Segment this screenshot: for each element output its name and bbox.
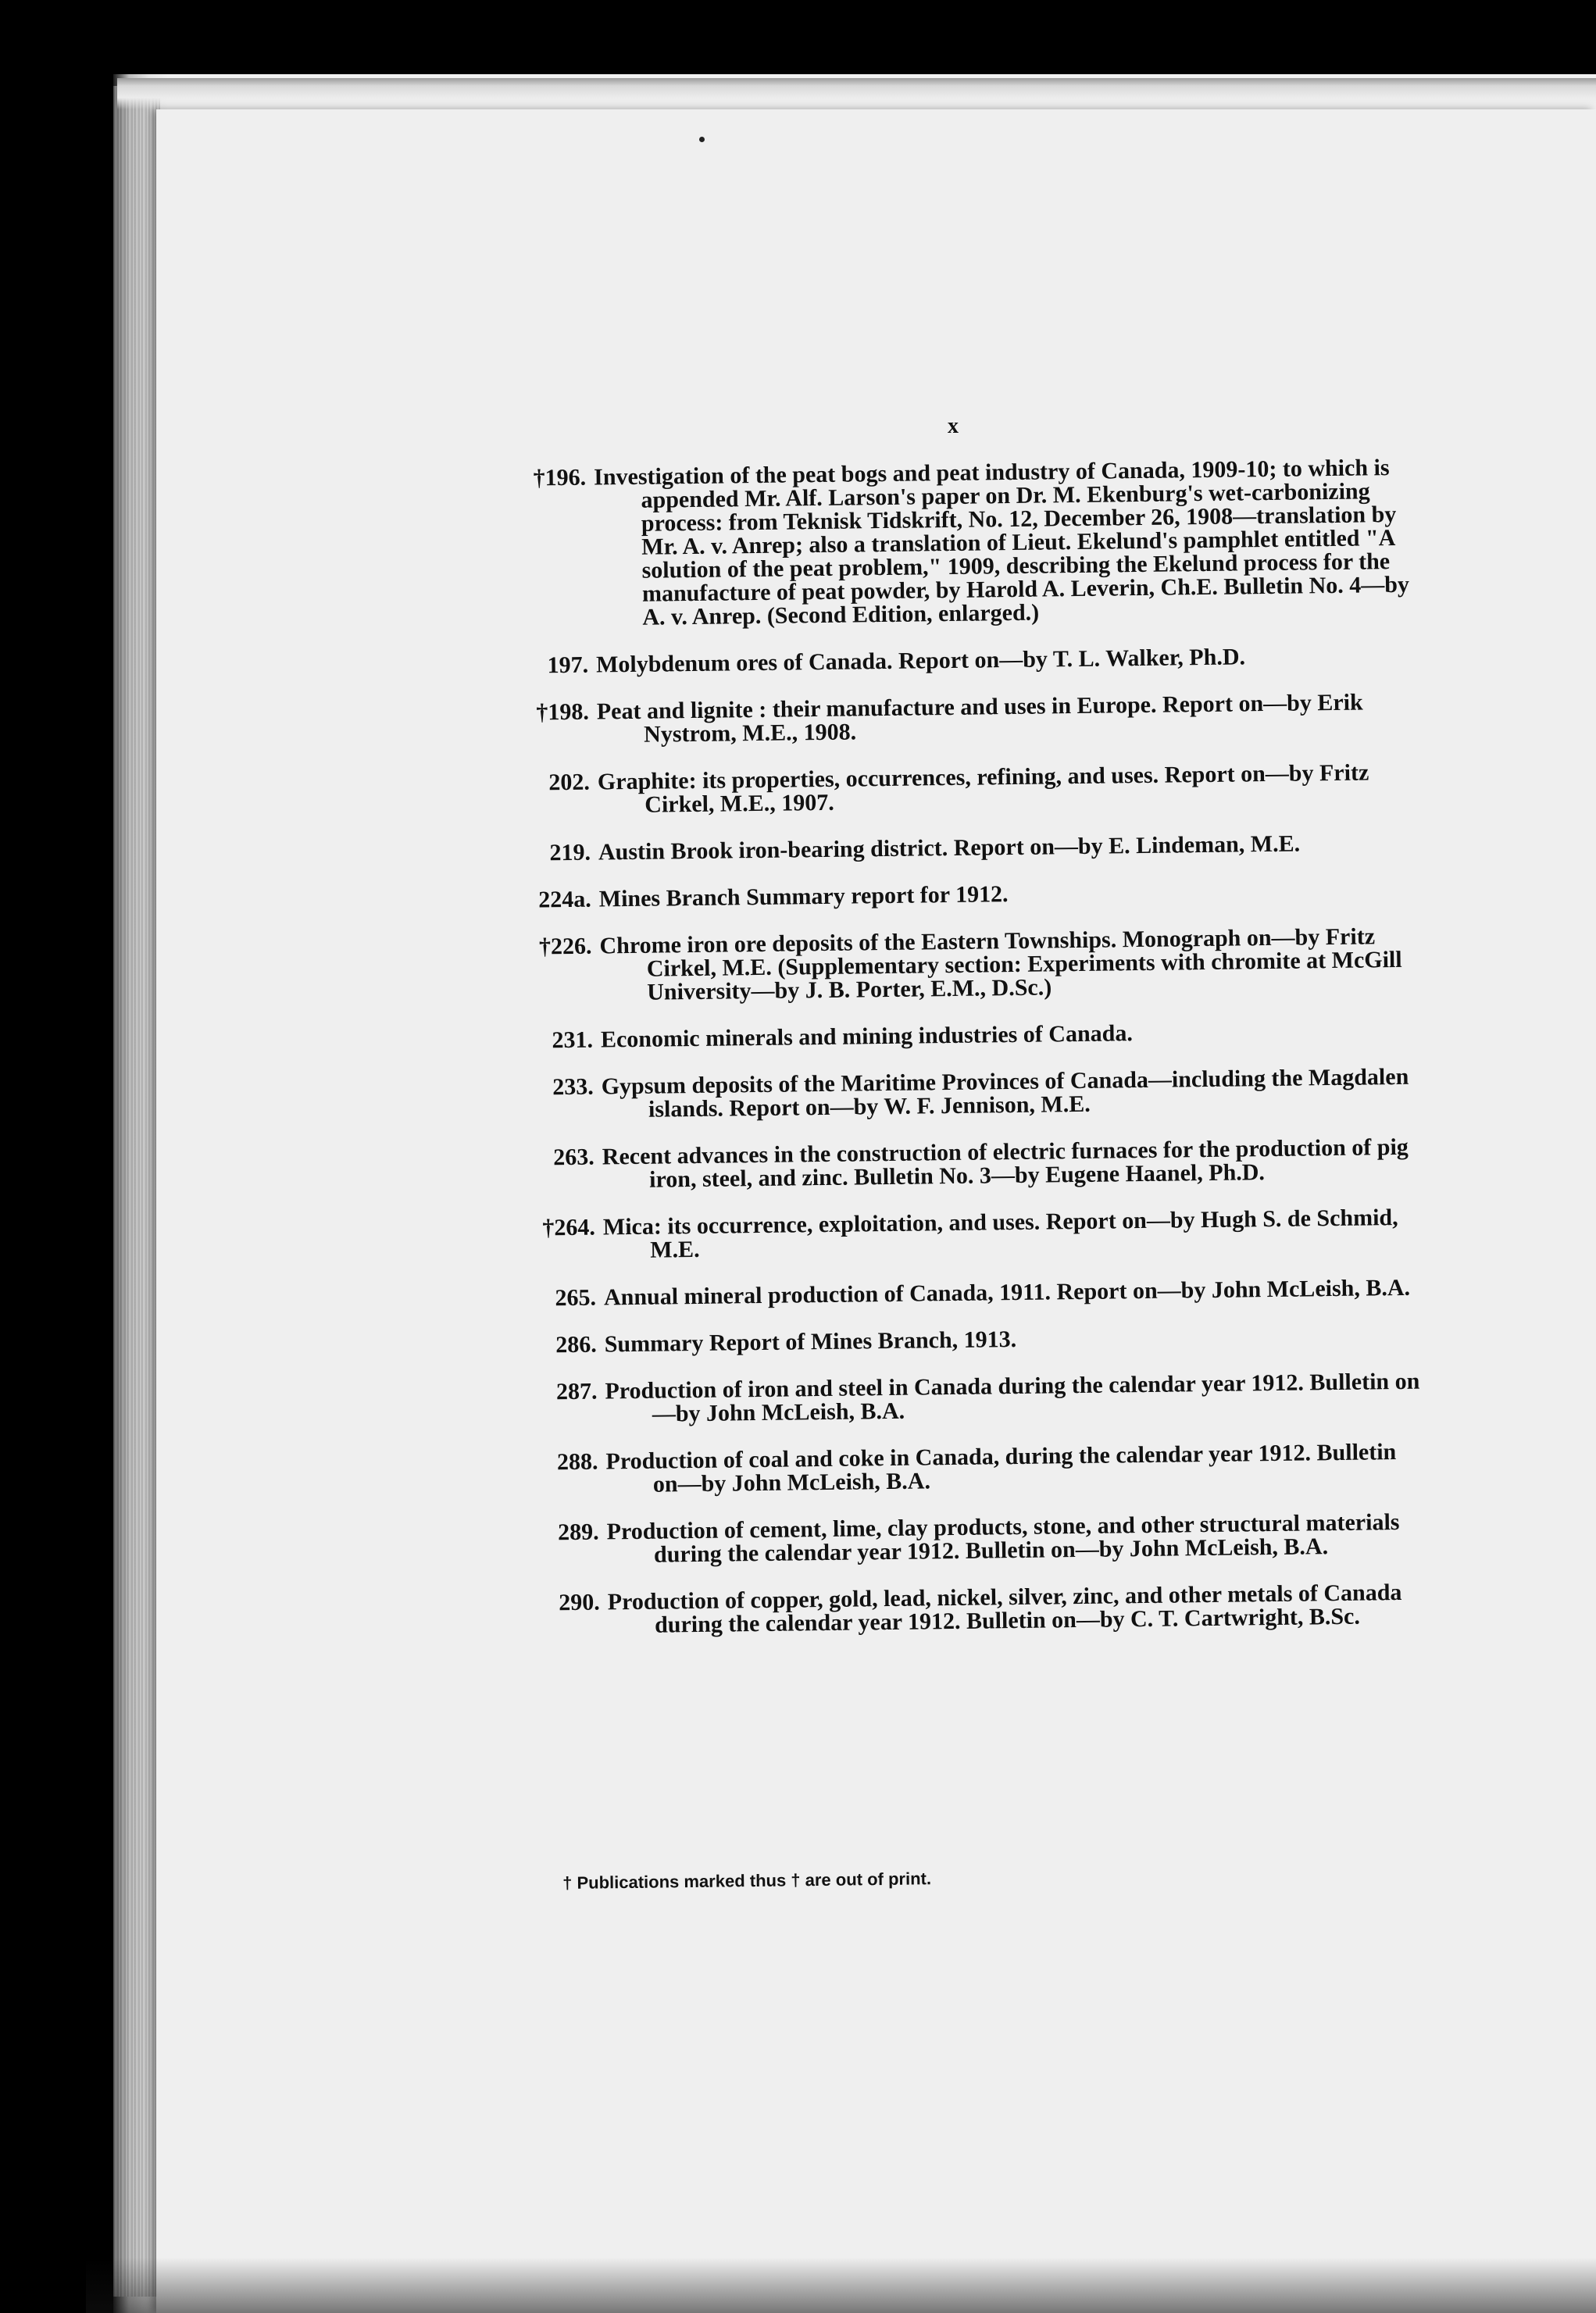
entry-text: Annual mineral production of Canada, 1911. Report on—by John McLeish, B.A. xyxy=(603,1274,1411,1311)
entry-number: 286. xyxy=(555,1331,597,1358)
entry-text: Graphite: its properties, occurrences, refining, and uses. Report on—by Fritz Cirkel, M.E., 1907. xyxy=(597,759,1369,818)
list-item xyxy=(502,644,1416,678)
entry-number: 202. xyxy=(548,769,591,796)
entry-number: 197. xyxy=(547,651,589,679)
list-item xyxy=(505,831,1419,866)
entry-text: Production of iron and steel in Canada during the calendar year 1912. Bulletin on—by John McLeish, B.A. xyxy=(605,1368,1420,1427)
list-item xyxy=(509,1133,1423,1194)
list-item xyxy=(504,761,1419,819)
entry-number: 290. xyxy=(559,1589,600,1616)
list-item xyxy=(505,925,1420,1006)
entry-number: 219. xyxy=(549,839,591,866)
entry-number: †196. xyxy=(533,464,587,491)
entry-text: Investigation of the peat bogs and peat industry of Canada, 1909-10; to which is appended Mr. Alf. Larson's paper on Dr. M. Ekenburg's wet-carbonizing process: from Teknisk Tidskrift, No. 12, December 26, 1908—translation by Mr. A. v. Anrep; also a translation of Lieut. Ekelund's pamphlet entitled "A solution of the peat problem," 1909, describing the Ekelund process for the manufacture of peat powder, by Harold A. Leverin, Ch.E. Bulletin No. 4—by A. v. Anrep. (Second Edition, enlarged.) xyxy=(593,455,1410,630)
entry-number: 233. xyxy=(552,1073,594,1101)
entry-text: Molybdenum ores of Canada. Report on—by T. L. Walker, Ph.D. xyxy=(595,644,1246,678)
entry-text: Summary Report of Mines Branch, 1913. xyxy=(604,1326,1017,1358)
entry-text: Production of cement, lime, clay products, stone, and other structural materials during the calendar year 1912. Bulletin on—by John McLeish, B.A. xyxy=(606,1509,1400,1568)
entry-number: 288. xyxy=(556,1448,598,1476)
entry-text: Mines Branch Summary report for 1912. xyxy=(598,881,1009,912)
list-item xyxy=(505,878,1419,912)
list-item xyxy=(509,1206,1424,1264)
entry-number: 231. xyxy=(552,1026,594,1054)
page-number: x xyxy=(948,414,959,438)
entry-number: 287. xyxy=(555,1378,598,1405)
list-item xyxy=(512,1440,1426,1498)
page-edge xyxy=(117,78,1596,109)
list-item xyxy=(507,1019,1421,1053)
entry-text: Economic minerals and mining industries of Canada. xyxy=(600,1020,1134,1053)
entry-number: †264. xyxy=(542,1214,596,1241)
page-leaves xyxy=(113,86,160,2297)
footnote: † Publications marked thus † are out of print. xyxy=(562,1869,932,1893)
entry-number: 263. xyxy=(553,1144,594,1171)
entry-number: †198. xyxy=(536,698,590,726)
entry-text: Peat and lignite : their manufacture and uses in Europe. Report on—by Erik Nystrom, M.E., 1908. xyxy=(596,689,1363,748)
list-item xyxy=(512,1511,1427,1569)
list-item xyxy=(508,1065,1423,1123)
entry-number: 224a. xyxy=(538,886,591,913)
entry-number: 289. xyxy=(557,1519,599,1546)
ink-speck xyxy=(699,137,705,142)
entry-text: Recent advances in the construction of electric furnaces for the production of pig iron, steel, and zinc. Bulletin No. 3—by Eugene Haanel, Ph.D. xyxy=(602,1133,1409,1193)
entry-text: Production of coal and coke in Canada, during the calendar year 1912. Bulletin on—by John McLeish, B.A. xyxy=(605,1439,1397,1497)
entry-number: †226. xyxy=(538,933,592,960)
entry-number: 265. xyxy=(555,1284,597,1312)
page-shadow xyxy=(86,2258,1596,2313)
list-item xyxy=(514,1581,1429,1639)
list-item xyxy=(511,1323,1425,1358)
list-item xyxy=(503,691,1418,748)
list-item xyxy=(510,1276,1424,1311)
entry-text: Gypsum deposits of the Maritime Provinces of Canada—including the Magdalen islands. Report on—by W. F. Jennison, M.E. xyxy=(601,1063,1409,1123)
entry-text: Chrome iron ore deposits of the Eastern Townships. Monograph on—by Fritz Cirkel, M.E. (Supplementary section: Experiments with chromite at McGill University—by J. B. Porter, E.M., D.Sc.) xyxy=(599,923,1402,1005)
list-item xyxy=(500,456,1416,631)
list-item xyxy=(511,1370,1426,1428)
entry-text: Mica: its occurrence, exploitation, and uses. Report on—by Hugh S. de Schmid, M.E. xyxy=(602,1205,1398,1263)
publication-list xyxy=(500,456,1429,1662)
entry-text: Production of copper, gold, lead, nickel, silver, zinc, and other metals of Canada during the calendar year 1912. Bulletin on—by C. T. Cartwright, B.Sc. xyxy=(607,1579,1402,1638)
entry-text: Austin Brook iron-bearing district. Report on—by E. Lindeman, M.E. xyxy=(598,830,1301,866)
